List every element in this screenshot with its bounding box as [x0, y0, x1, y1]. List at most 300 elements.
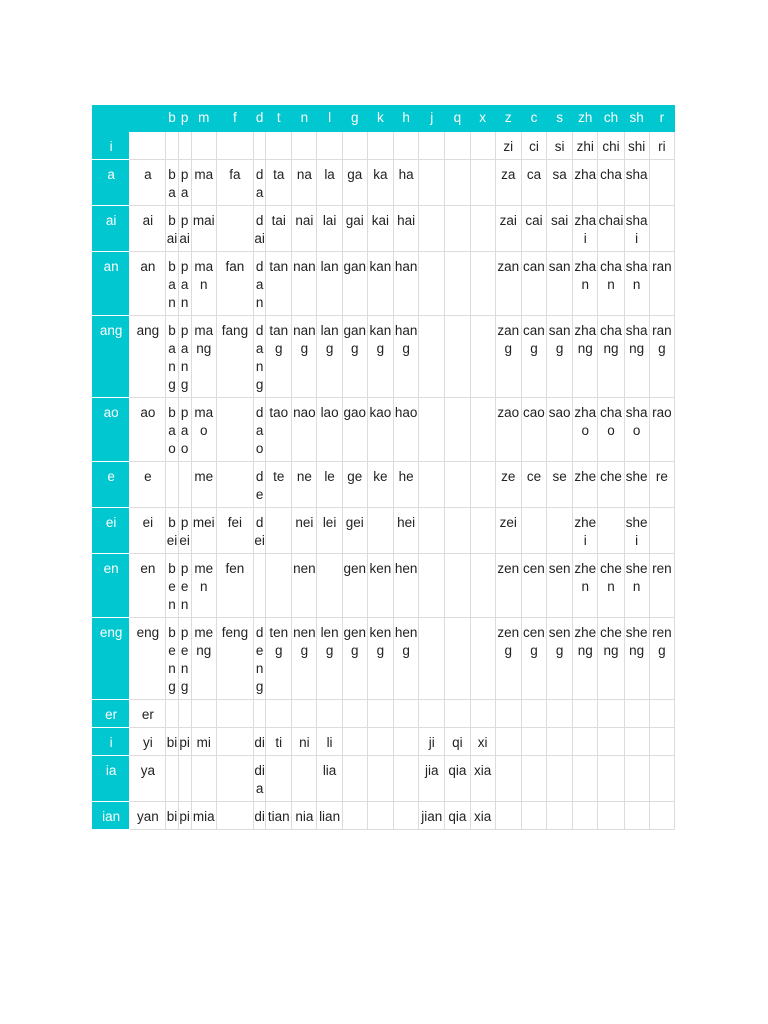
syllable-cell: tao	[266, 398, 292, 462]
syllable-cell: kao	[367, 398, 393, 462]
syllable-cell: cao	[521, 398, 546, 462]
syllable-cell: nen	[292, 554, 317, 618]
syllable-cell: ka	[367, 160, 393, 206]
syllable-cell	[216, 206, 253, 252]
syllable-cell: jian	[419, 802, 445, 830]
final-label: an	[93, 252, 130, 316]
syllable-cell	[292, 700, 317, 728]
syllable-cell: bi	[166, 728, 178, 756]
syllable-cell: zhang	[573, 316, 598, 398]
syllable-cell: bai	[166, 206, 178, 252]
syllable-cell: dang	[254, 316, 266, 398]
syllable-cell	[419, 700, 445, 728]
final-label: eng	[93, 618, 130, 700]
syllable-cell: gang	[342, 316, 367, 398]
syllable-cell: lang	[317, 316, 342, 398]
syllable-cell: lao	[317, 398, 342, 462]
syllable-cell	[495, 700, 521, 728]
syllable-cell: sao	[547, 398, 573, 462]
syllable-cell: tai	[266, 206, 292, 252]
syllable-cell	[649, 802, 674, 830]
syllable-cell: ang	[130, 316, 166, 398]
syllable-cell: di	[254, 728, 266, 756]
initial-header: l	[317, 106, 342, 132]
syllable-cell	[394, 132, 419, 160]
syllable-cell	[266, 756, 292, 802]
syllable-cell	[216, 728, 253, 756]
syllable-cell: che	[598, 462, 624, 508]
syllable-cell	[470, 316, 495, 398]
initial-header: z	[495, 106, 521, 132]
syllable-cell: chen	[598, 554, 624, 618]
syllable-cell	[216, 756, 253, 802]
syllable-cell: ha	[394, 160, 419, 206]
syllable-cell: chai	[598, 206, 624, 252]
syllable-cell: geng	[342, 618, 367, 700]
syllable-cell	[394, 700, 419, 728]
syllable-cell	[419, 252, 445, 316]
syllable-cell	[495, 802, 521, 830]
syllable-cell: mao	[191, 398, 216, 462]
syllable-cell	[266, 700, 292, 728]
syllable-cell: she	[624, 462, 649, 508]
syllable-cell	[342, 802, 367, 830]
syllable-cell: he	[394, 462, 419, 508]
syllable-cell	[547, 756, 573, 802]
syllable-cell	[649, 206, 674, 252]
initial-header: ch	[598, 106, 624, 132]
final-label: ang	[93, 316, 130, 398]
syllable-cell: ce	[521, 462, 546, 508]
initial-header: zh	[573, 106, 598, 132]
syllable-cell: a	[130, 160, 166, 206]
syllable-cell: mei	[191, 508, 216, 554]
syllable-cell	[178, 700, 191, 728]
syllable-cell: yi	[130, 728, 166, 756]
syllable-cell: ri	[649, 132, 674, 160]
syllable-cell	[470, 252, 495, 316]
syllable-cell	[470, 160, 495, 206]
syllable-cell: ran	[649, 252, 674, 316]
syllable-cell: zhe	[573, 462, 598, 508]
syllable-cell: ga	[342, 160, 367, 206]
syllable-cell	[521, 728, 546, 756]
syllable-cell: rang	[649, 316, 674, 398]
syllable-cell	[419, 618, 445, 700]
syllable-cell: de	[254, 462, 266, 508]
final-label: er	[93, 700, 130, 728]
syllable-cell	[649, 160, 674, 206]
table-body	[93, 132, 675, 830]
syllable-cell: sa	[547, 160, 573, 206]
syllable-cell: ni	[292, 728, 317, 756]
syllable-cell: li	[317, 728, 342, 756]
syllable-cell	[191, 700, 216, 728]
syllable-cell	[470, 508, 495, 554]
initial-header: f	[216, 106, 253, 132]
table-row	[93, 554, 675, 618]
table-row	[93, 618, 675, 700]
syllable-cell	[266, 132, 292, 160]
syllable-cell: te	[266, 462, 292, 508]
syllable-cell: ao	[130, 398, 166, 462]
syllable-cell: beng	[166, 618, 178, 700]
syllable-cell	[166, 132, 178, 160]
syllable-cell: shei	[624, 508, 649, 554]
syllable-cell	[470, 132, 495, 160]
syllable-cell	[470, 206, 495, 252]
syllable-cell	[445, 160, 470, 206]
syllable-cell: nia	[292, 802, 317, 830]
syllable-cell: bang	[166, 316, 178, 398]
syllable-cell: dai	[254, 206, 266, 252]
syllable-cell	[419, 132, 445, 160]
initial-header: p	[178, 106, 191, 132]
syllable-cell: cang	[521, 316, 546, 398]
syllable-cell: can	[521, 252, 546, 316]
syllable-cell	[254, 132, 266, 160]
syllable-cell: fan	[216, 252, 253, 316]
syllable-cell	[624, 756, 649, 802]
table-row	[93, 756, 675, 802]
syllable-cell	[191, 756, 216, 802]
syllable-cell	[266, 554, 292, 618]
syllable-cell: shan	[624, 252, 649, 316]
syllable-cell: shi	[624, 132, 649, 160]
syllable-cell: fen	[216, 554, 253, 618]
syllable-cell	[216, 462, 253, 508]
syllable-cell: dia	[254, 756, 266, 802]
syllable-cell: nai	[292, 206, 317, 252]
syllable-cell	[547, 508, 573, 554]
syllable-cell: cha	[598, 160, 624, 206]
syllable-cell	[598, 700, 624, 728]
syllable-cell: ke	[367, 462, 393, 508]
initial-header: k	[367, 106, 393, 132]
initial-header: r	[649, 106, 674, 132]
syllable-cell	[292, 756, 317, 802]
syllable-cell: le	[317, 462, 342, 508]
syllable-cell: ai	[130, 206, 166, 252]
syllable-cell	[521, 508, 546, 554]
syllable-cell: zhao	[573, 398, 598, 462]
syllable-cell: han	[394, 252, 419, 316]
syllable-cell: cai	[521, 206, 546, 252]
syllable-cell: zhai	[573, 206, 598, 252]
syllable-cell	[624, 802, 649, 830]
initial-header: c	[521, 106, 546, 132]
syllable-cell: ren	[649, 554, 674, 618]
syllable-cell	[166, 756, 178, 802]
syllable-cell: yan	[130, 802, 166, 830]
syllable-cell: pa	[178, 160, 191, 206]
syllable-cell: la	[317, 160, 342, 206]
syllable-cell: sha	[624, 160, 649, 206]
syllable-cell: kai	[367, 206, 393, 252]
syllable-cell	[624, 700, 649, 728]
syllable-cell	[191, 132, 216, 160]
initial-header: s	[547, 106, 573, 132]
header-row	[93, 106, 675, 132]
syllable-cell: lai	[317, 206, 342, 252]
final-label: i	[93, 728, 130, 756]
syllable-cell	[317, 132, 342, 160]
syllable-cell: me	[191, 462, 216, 508]
syllable-cell: ban	[166, 252, 178, 316]
syllable-cell: zha	[573, 160, 598, 206]
syllable-cell: sang	[547, 316, 573, 398]
syllable-cell: chang	[598, 316, 624, 398]
syllable-cell: rao	[649, 398, 674, 462]
syllable-cell: dan	[254, 252, 266, 316]
syllable-cell: lian	[317, 802, 342, 830]
syllable-cell: pao	[178, 398, 191, 462]
syllable-cell	[367, 728, 393, 756]
syllable-cell: di	[254, 802, 266, 830]
syllable-cell	[266, 508, 292, 554]
final-label: en	[93, 554, 130, 618]
syllable-cell	[547, 728, 573, 756]
syllable-cell: zhen	[573, 554, 598, 618]
syllable-cell: zhi	[573, 132, 598, 160]
syllable-cell: tan	[266, 252, 292, 316]
syllable-cell: ba	[166, 160, 178, 206]
syllable-cell	[292, 132, 317, 160]
syllable-cell	[445, 700, 470, 728]
syllable-cell: e	[130, 462, 166, 508]
syllable-cell: zeng	[495, 618, 521, 700]
syllable-cell: men	[191, 554, 216, 618]
syllable-cell	[367, 700, 393, 728]
syllable-cell: er	[130, 700, 166, 728]
syllable-cell: eng	[130, 618, 166, 700]
final-label: ian	[93, 802, 130, 830]
syllable-cell: man	[191, 252, 216, 316]
syllable-cell: se	[547, 462, 573, 508]
syllable-cell	[445, 206, 470, 252]
initial-header: x	[470, 106, 495, 132]
corner-cell	[93, 106, 130, 132]
syllable-cell	[254, 700, 266, 728]
table-row	[93, 462, 675, 508]
final-label: ao	[93, 398, 130, 462]
syllable-cell: ge	[342, 462, 367, 508]
syllable-cell	[419, 160, 445, 206]
syllable-cell: peng	[178, 618, 191, 700]
syllable-cell: hai	[394, 206, 419, 252]
table-row	[93, 398, 675, 462]
initial-header: d	[254, 106, 266, 132]
syllable-cell: nao	[292, 398, 317, 462]
syllable-cell: ben	[166, 554, 178, 618]
syllable-cell: ken	[367, 554, 393, 618]
syllable-cell: feng	[216, 618, 253, 700]
syllable-cell: gan	[342, 252, 367, 316]
syllable-cell	[445, 462, 470, 508]
syllable-cell: zen	[495, 554, 521, 618]
syllable-cell: tian	[266, 802, 292, 830]
syllable-cell: zei	[495, 508, 521, 554]
syllable-cell: mia	[191, 802, 216, 830]
syllable-cell: deng	[254, 618, 266, 700]
syllable-cell: zhan	[573, 252, 598, 316]
syllable-cell: dei	[254, 508, 266, 554]
syllable-cell: shen	[624, 554, 649, 618]
syllable-cell: pi	[178, 802, 191, 830]
syllable-cell: ma	[191, 160, 216, 206]
syllable-cell	[547, 700, 573, 728]
syllable-cell	[649, 508, 674, 554]
syllable-cell: nan	[292, 252, 317, 316]
syllable-cell	[394, 728, 419, 756]
syllable-cell	[470, 700, 495, 728]
syllable-cell	[178, 462, 191, 508]
syllable-cell: zai	[495, 206, 521, 252]
syllable-cell	[649, 700, 674, 728]
syllable-cell: bei	[166, 508, 178, 554]
syllable-cell	[573, 756, 598, 802]
syllable-cell: teng	[266, 618, 292, 700]
syllable-cell: ya	[130, 756, 166, 802]
syllable-cell: ne	[292, 462, 317, 508]
syllable-cell	[470, 398, 495, 462]
syllable-cell	[166, 700, 178, 728]
initial-header: sh	[624, 106, 649, 132]
syllable-cell	[367, 508, 393, 554]
syllable-cell	[495, 756, 521, 802]
syllable-cell: lei	[317, 508, 342, 554]
syllable-cell: gen	[342, 554, 367, 618]
final-label: e	[93, 462, 130, 508]
syllable-cell	[445, 398, 470, 462]
syllable-cell: cen	[521, 554, 546, 618]
syllable-cell	[445, 132, 470, 160]
syllable-cell	[216, 700, 253, 728]
syllable-cell: heng	[394, 618, 419, 700]
syllable-cell: leng	[317, 618, 342, 700]
syllable-cell: si	[547, 132, 573, 160]
syllable-cell: zan	[495, 252, 521, 316]
syllable-cell: ci	[521, 132, 546, 160]
syllable-cell: zao	[495, 398, 521, 462]
syllable-cell: pen	[178, 554, 191, 618]
syllable-cell	[367, 802, 393, 830]
syllable-cell: tang	[266, 316, 292, 398]
syllable-cell	[178, 132, 191, 160]
syllable-cell: keng	[367, 618, 393, 700]
syllable-cell	[445, 508, 470, 554]
final-label: a	[93, 160, 130, 206]
syllable-cell	[470, 462, 495, 508]
syllable-cell	[649, 728, 674, 756]
syllable-cell: zang	[495, 316, 521, 398]
syllable-cell: ceng	[521, 618, 546, 700]
syllable-cell: sheng	[624, 618, 649, 700]
syllable-cell	[495, 728, 521, 756]
initial-header: t	[266, 106, 292, 132]
syllable-cell	[367, 132, 393, 160]
syllable-cell	[419, 398, 445, 462]
syllable-cell	[216, 398, 253, 462]
pinyin-table	[92, 105, 675, 830]
table-row	[93, 508, 675, 554]
syllable-cell: xia	[470, 756, 495, 802]
syllable-cell: seng	[547, 618, 573, 700]
syllable-cell: zheng	[573, 618, 598, 700]
syllable-cell	[317, 700, 342, 728]
syllable-cell	[573, 728, 598, 756]
syllable-cell: reng	[649, 618, 674, 700]
syllable-cell	[521, 700, 546, 728]
syllable-cell: ca	[521, 160, 546, 206]
syllable-cell: chi	[598, 132, 624, 160]
initial-header	[130, 106, 166, 132]
syllable-cell: mi	[191, 728, 216, 756]
syllable-cell: fei	[216, 508, 253, 554]
syllable-cell	[445, 618, 470, 700]
syllable-cell	[178, 756, 191, 802]
table-row	[93, 132, 675, 160]
syllable-cell: qi	[445, 728, 470, 756]
syllable-cell	[419, 554, 445, 618]
syllable-cell	[598, 508, 624, 554]
syllable-cell	[317, 554, 342, 618]
syllable-cell: xi	[470, 728, 495, 756]
final-label: i	[93, 132, 130, 160]
syllable-cell: lan	[317, 252, 342, 316]
syllable-cell: qia	[445, 802, 470, 830]
syllable-cell: da	[254, 160, 266, 206]
syllable-cell: dao	[254, 398, 266, 462]
syllable-cell: en	[130, 554, 166, 618]
syllable-cell	[130, 132, 166, 160]
initial-header: j	[419, 106, 445, 132]
syllable-cell: xia	[470, 802, 495, 830]
initial-header: g	[342, 106, 367, 132]
syllable-cell: zi	[495, 132, 521, 160]
syllable-cell: ze	[495, 462, 521, 508]
syllable-cell: fa	[216, 160, 253, 206]
syllable-cell	[166, 462, 178, 508]
syllable-cell: hang	[394, 316, 419, 398]
syllable-cell	[649, 756, 674, 802]
syllable-cell: ji	[419, 728, 445, 756]
syllable-cell: hao	[394, 398, 419, 462]
final-label: ia	[93, 756, 130, 802]
syllable-cell	[470, 618, 495, 700]
syllable-cell: pi	[178, 728, 191, 756]
syllable-cell	[573, 802, 598, 830]
syllable-cell	[445, 316, 470, 398]
syllable-cell: nang	[292, 316, 317, 398]
syllable-cell: na	[292, 160, 317, 206]
syllable-cell	[419, 508, 445, 554]
syllable-cell: chao	[598, 398, 624, 462]
table-row	[93, 802, 675, 830]
final-label: ei	[93, 508, 130, 554]
syllable-cell: pai	[178, 206, 191, 252]
syllable-cell	[598, 728, 624, 756]
syllable-cell	[445, 252, 470, 316]
syllable-cell: jia	[419, 756, 445, 802]
syllable-cell: kang	[367, 316, 393, 398]
syllable-cell: pang	[178, 316, 191, 398]
initial-header: h	[394, 106, 419, 132]
syllable-cell: hei	[394, 508, 419, 554]
syllable-cell: cheng	[598, 618, 624, 700]
syllable-cell: zhei	[573, 508, 598, 554]
syllable-cell: qia	[445, 756, 470, 802]
